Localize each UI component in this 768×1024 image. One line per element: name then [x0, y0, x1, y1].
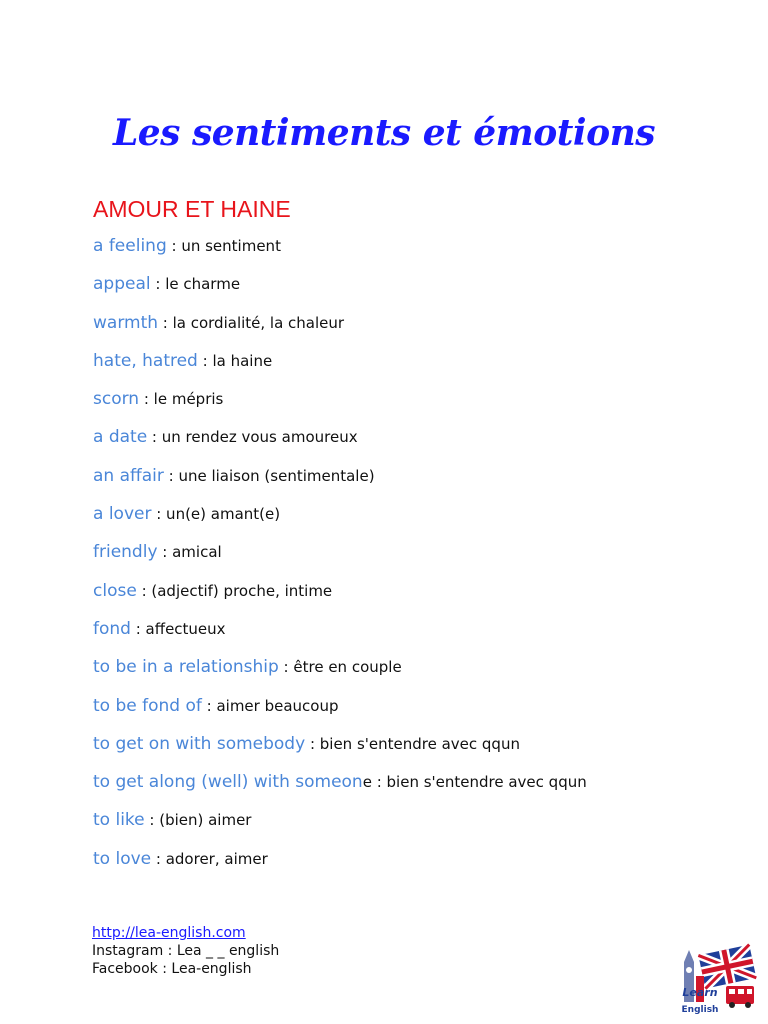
list-item [93, 657, 587, 695]
english-term: scorn [93, 389, 140, 410]
list-item [93, 619, 587, 657]
french-translation: : le charme [150, 275, 241, 294]
english-term: a lover [93, 504, 152, 525]
french-translation: : amical [157, 543, 222, 562]
logo-text-learn: Learn [682, 986, 718, 999]
french-translation: : un sentiment [166, 237, 281, 255]
english-term: fond [93, 618, 131, 639]
list-item [93, 542, 587, 580]
english-term: close [93, 580, 137, 601]
french-translation: : aimer beaucoup [201, 696, 339, 715]
list-item [93, 849, 587, 887]
list-item [93, 389, 587, 427]
english-term: to be fond of [93, 695, 202, 716]
french-translation: : la haine [197, 351, 273, 370]
french-translation: : le mépris [139, 390, 224, 409]
logo-text-english: English [681, 1005, 719, 1015]
french-translation: : (bien) aimer [144, 811, 252, 830]
french-translation: : un(e) amant(e) [151, 505, 281, 524]
french-translation: : une liaison (sentimentale) [163, 466, 375, 485]
list-item [93, 772, 587, 810]
list-item [93, 734, 587, 772]
english-term: appeal [93, 274, 151, 295]
english-term: an affair [93, 465, 164, 486]
french-translation: e : bien s'entendre avec qqun [362, 773, 587, 792]
french-translation: : (adjectif) proche, intime [136, 581, 333, 600]
instagram-handle: Instagram : Lea _ _ english [92, 943, 280, 959]
english-term: to love [93, 848, 152, 869]
list-item [93, 427, 587, 465]
english-term: friendly [93, 542, 158, 563]
french-translation: : bien s'entendre avec qqun [305, 734, 520, 753]
english-term: a feeling [93, 236, 167, 256]
french-translation: : affectueux [130, 619, 226, 638]
french-translation: : adorer, aimer [151, 849, 268, 868]
english-term: to get on with somebody [93, 733, 306, 754]
english-term: to get along (well) with someon [93, 772, 363, 793]
list-item [93, 236, 587, 274]
list-item [93, 274, 587, 312]
list-item [93, 810, 587, 848]
english-term: warmth [93, 312, 159, 333]
english-term: to like [93, 810, 145, 831]
learn-english-logo-icon [676, 940, 760, 1016]
list-item [93, 351, 587, 389]
page-title: Les sentiments et émotions [112, 112, 656, 154]
list-item [93, 581, 587, 619]
english-term: hate, hatred [93, 350, 198, 371]
list-item [93, 696, 587, 734]
list-item [93, 504, 587, 542]
facebook-handle: Facebook : Lea-english [92, 961, 252, 977]
footer [92, 924, 279, 978]
english-term: a date [93, 427, 148, 448]
list-item [93, 466, 587, 504]
french-translation: : un rendez vous amoureux [147, 428, 358, 447]
french-translation: : la cordialité, la chaleur [158, 313, 345, 332]
french-translation: : être en couple [278, 658, 402, 677]
vocabulary-list [93, 236, 587, 887]
list-item [93, 313, 587, 351]
english-term: to be in a relationship [93, 657, 279, 678]
section-heading: AMOUR ET HAINE [93, 196, 291, 222]
website-link[interactable]: http://lea-english.com [92, 925, 246, 941]
